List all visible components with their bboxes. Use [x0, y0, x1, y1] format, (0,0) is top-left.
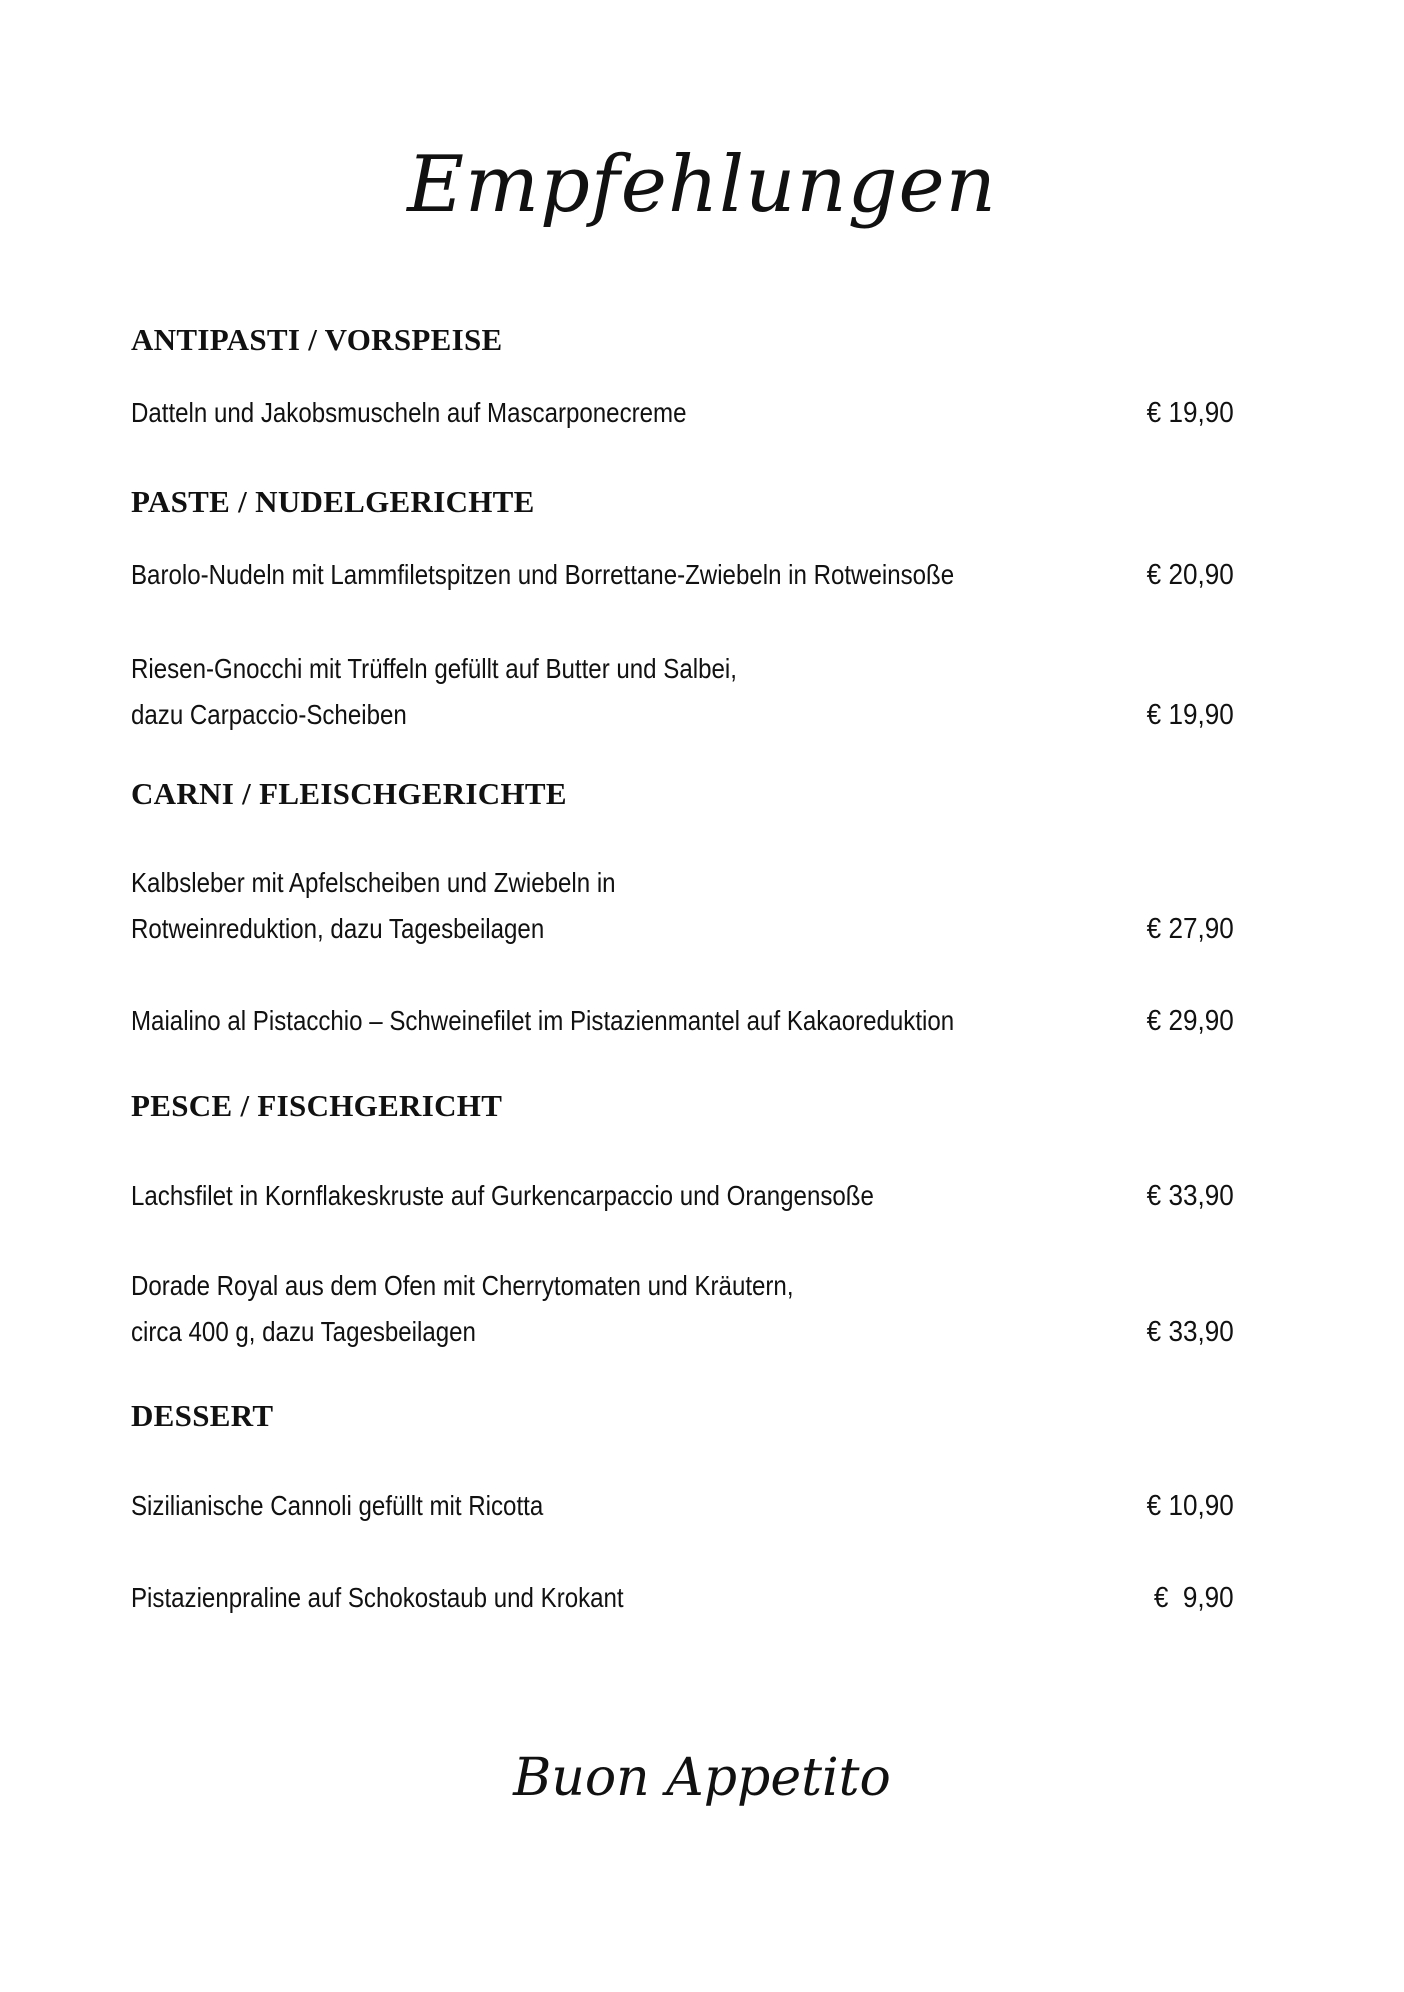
menu-item-price: € 19,90	[1146, 699, 1234, 731]
menu-item-maialino	[131, 998, 1235, 1044]
menu-item-text: Lachsfilet in Kornflakeskruste auf Gurkencarpaccio und Orangensoße	[131, 1180, 874, 1211]
menu-item-text-line-1: Dorade Royal aus dem Ofen mit Cherrytomaten und Kräutern,	[131, 1270, 794, 1301]
section-heading-carni: CARNI / FLEISCHGERICHTE	[131, 776, 567, 811]
menu-item-cannoli	[131, 1483, 1235, 1529]
section-heading-pesce: PESCE / FISCHGERICHT	[131, 1088, 503, 1123]
menu-item-price: € 27,90	[1146, 913, 1234, 945]
menu-item-price: € 9,90	[1154, 1582, 1234, 1614]
menu-item-text-line-1: Riesen-Gnocchi mit Trüffeln gefüllt auf Butter und Salbei,	[131, 653, 737, 684]
menu-item-text: Maialino al Pistacchio – Schweinefilet im Pistazienmantel auf Kakaoreduktion	[131, 1005, 955, 1036]
section-heading-antipasti: ANTIPASTI / VORSPEISE	[131, 322, 503, 357]
menu-item-text: Datteln und Jakobsmuscheln auf Mascarponecreme	[131, 397, 687, 428]
menu-item-price: € 33,90	[1146, 1316, 1234, 1348]
menu-item-dorade	[131, 1263, 1235, 1355]
menu-item-text-line-1: Kalbsleber mit Apfelscheiben und Zwiebeln in	[131, 867, 616, 898]
menu-item-price: € 29,90	[1146, 1005, 1234, 1037]
menu-item-text: Barolo-Nudeln mit Lammfiletspitzen und Borrettane-Zwiebeln in Rotweinsoße	[131, 559, 955, 590]
menu-item-price: € 20,90	[1146, 559, 1234, 591]
menu-item-text-line-2: circa 400 g, dazu Tagesbeilagen	[131, 1316, 476, 1347]
menu-item-price: € 33,90	[1146, 1180, 1234, 1212]
menu-item-price: € 19,90	[1146, 397, 1234, 429]
menu-item-pistazienpraline	[131, 1575, 1235, 1621]
section-heading-paste: PASTE / NUDELGERICHTE	[131, 484, 535, 519]
menu-item-text: Sizilianische Cannoli gefüllt mit Ricotta	[131, 1490, 544, 1521]
section-heading-dessert: DESSERT	[131, 1398, 274, 1433]
footer-signature: Buon Appetito	[513, 1748, 891, 1808]
menu-item-kalbsleber	[131, 860, 1235, 952]
menu-item-datteln	[131, 390, 1235, 436]
menu-item-text: Pistazienpraline auf Schokostaub und Krokant	[131, 1582, 624, 1613]
menu-item-text-line-2: dazu Carpaccio-Scheiben	[131, 699, 407, 730]
menu-item-price: € 10,90	[1146, 1490, 1234, 1522]
page-title: Empfehlungen	[407, 140, 997, 230]
menu-item-text-line-2: Rotweinreduktion, dazu Tagesbeilagen	[131, 913, 545, 944]
menu-item-barolo-nudeln	[131, 552, 1235, 598]
menu-item-lachsfilet	[131, 1173, 1235, 1219]
menu-item-riesen-gnocchi	[131, 646, 1235, 738]
